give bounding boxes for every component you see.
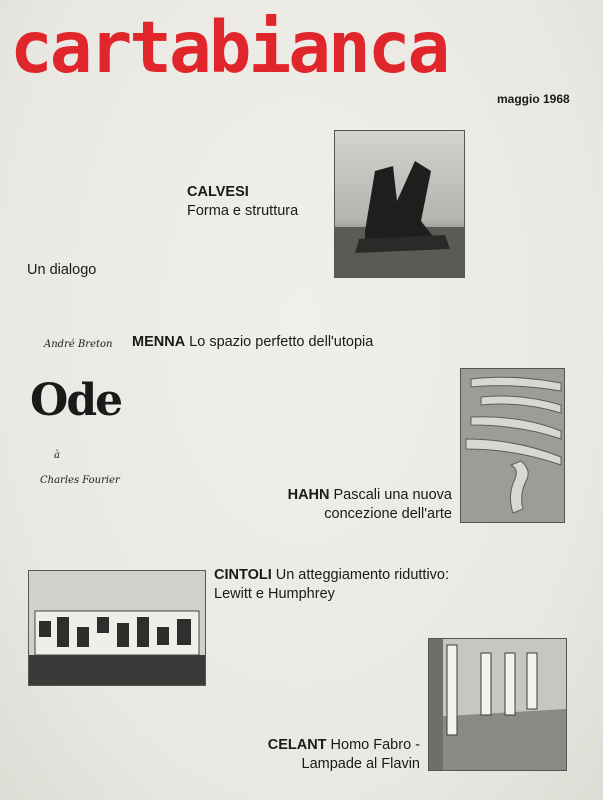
author-cintoli: CINTOLI: [214, 567, 272, 583]
photo-lewitt: [28, 570, 206, 686]
author-hahn: HAHN: [287, 487, 330, 503]
title-menna: Lo spazio perfetto dell'utopia: [189, 334, 374, 350]
ode-a: à: [54, 450, 60, 461]
headline-cintoli: [214, 566, 449, 604]
ode-illustration: [30, 335, 140, 495]
masthead-title: cartabianca: [10, 6, 448, 89]
title2-hahn: concezione dell'arte: [324, 506, 452, 522]
headline-dialogo: [27, 261, 96, 280]
author-calvesi: CALVESI: [187, 184, 249, 200]
title-cintoli: Un atteggiamento riduttivo:: [275, 567, 450, 583]
title-celant: Homo Fabro -: [330, 737, 420, 753]
ode-word: Ode: [30, 375, 122, 426]
title-calvesi: Forma e struttura: [187, 203, 299, 219]
ode-dedicatee: Charles Fourier: [40, 475, 120, 486]
photo-flavin: [428, 638, 567, 771]
photo-sculpture: [334, 130, 465, 278]
headline-menna: [132, 333, 373, 352]
headline-hahn: [252, 486, 452, 524]
headline-calvesi: [187, 183, 298, 221]
ode-byline: André Breton: [44, 339, 113, 350]
title-hahn: Pascali una nuova: [333, 487, 452, 503]
author-menna: MENNA: [132, 334, 186, 350]
issue-date: maggio 1968: [497, 92, 570, 106]
title2-cintoli: Lewitt e Humphrey: [214, 586, 335, 602]
photo-pascali: [460, 368, 565, 523]
title-dialogo: Un dialogo: [27, 262, 97, 278]
author-celant: CELANT: [267, 737, 327, 753]
title2-celant: Lampade al Flavin: [301, 756, 420, 772]
headline-celant: [220, 736, 420, 774]
